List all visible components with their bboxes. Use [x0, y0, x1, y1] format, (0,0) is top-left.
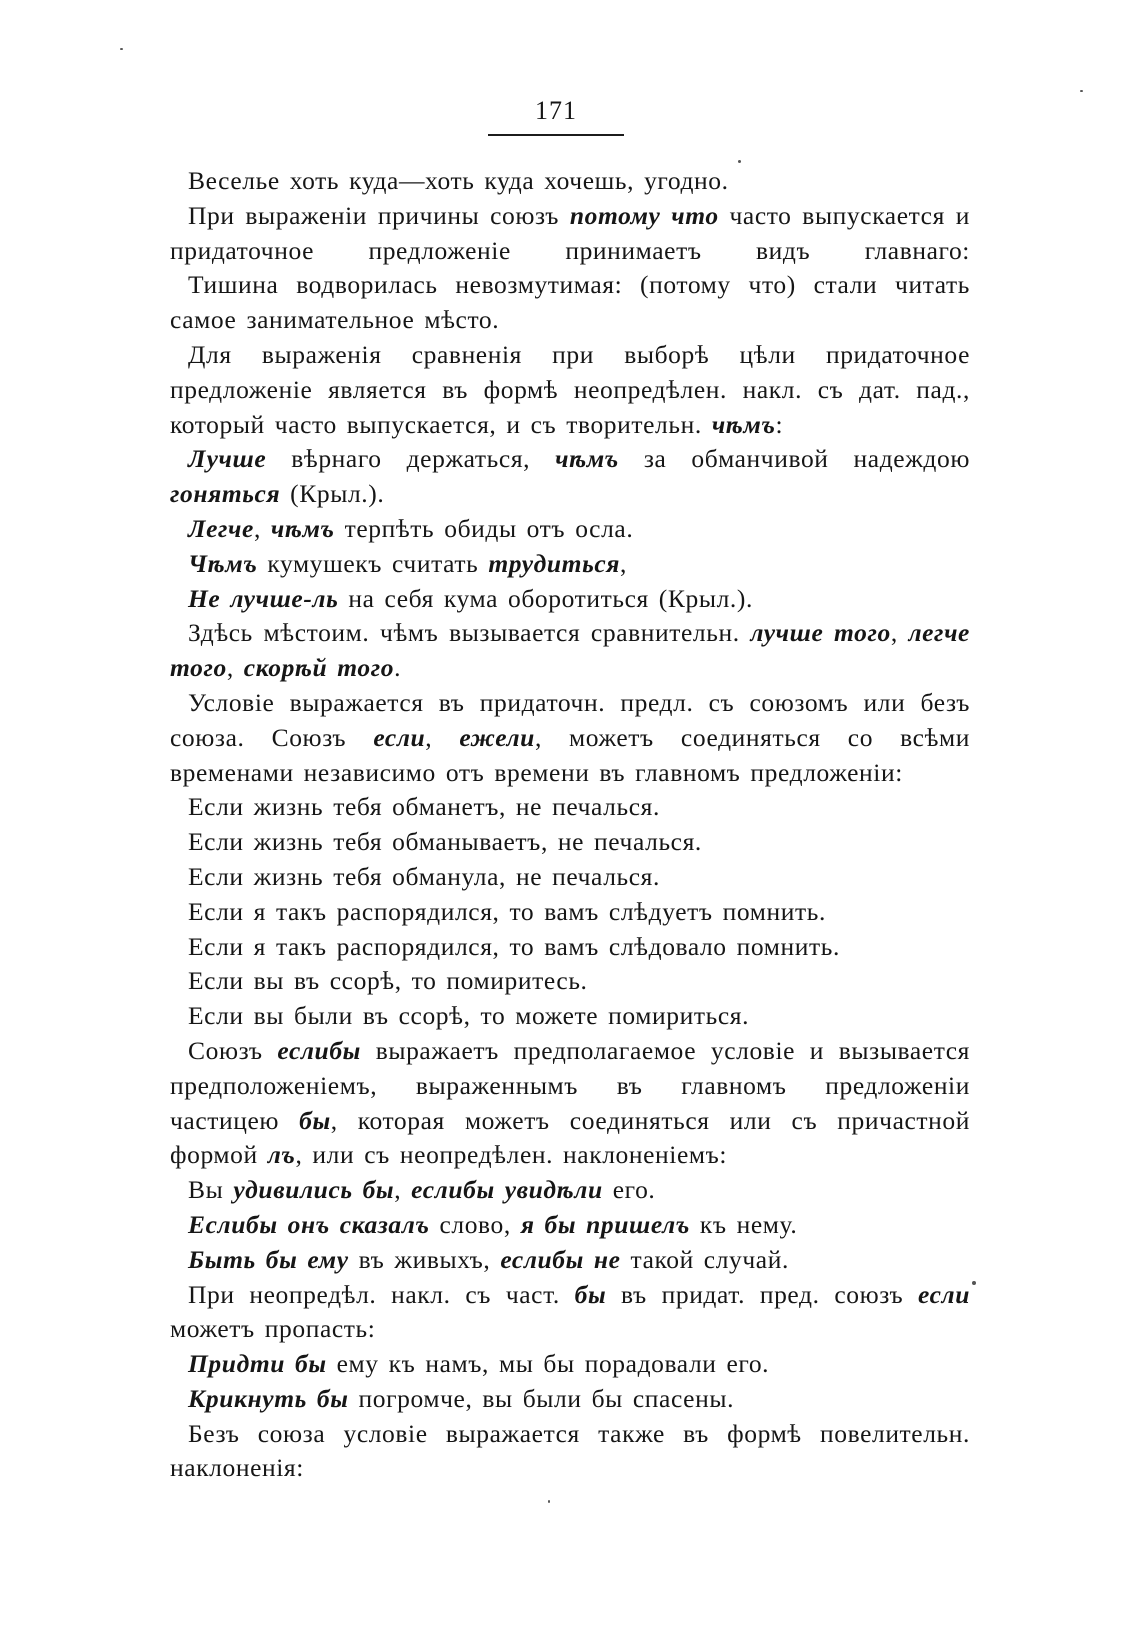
italic-run: еслибы увидѣли [411, 1175, 603, 1205]
scan-speck [120, 48, 123, 50]
example-line [170, 582, 970, 617]
text-run: , [890, 618, 909, 648]
text-run: часто выпускается и придаточное предложеніе принимаетъ видъ главнаго: [170, 200, 970, 265]
page-number-rule [488, 134, 624, 136]
italic-run: Чѣмъ [188, 548, 258, 578]
example-line [170, 964, 970, 999]
text-run: , можетъ соединяться со всѣми временами независимо отъ времени въ главномъ предложеніи: [170, 722, 970, 787]
text-run: Безъ союза условіе выражается также въ формѣ повелительн. наклоненія: [170, 1418, 970, 1483]
italic-run: Быть бы ему [188, 1244, 349, 1274]
italic-run: если [373, 722, 426, 752]
italic-run: трудиться [488, 548, 621, 578]
italic-run: Не лучше-ль [188, 583, 339, 613]
text-run: на себя кума оборотиться (Крыл.). [338, 583, 753, 613]
text-run: Если вы въ ссорѣ, то помиритесь. [188, 966, 588, 996]
italic-run: потому что [569, 200, 719, 230]
text-run: ему къ намъ, мы бы порадовали его. [326, 1349, 770, 1379]
example-line [170, 895, 970, 930]
italic-run: лъ [267, 1140, 296, 1170]
text-run: Если вы были въ ссорѣ, то можете помириться. [188, 1001, 750, 1031]
scan-speck [1080, 90, 1083, 92]
text-run: можетъ пропасть: [170, 1314, 376, 1344]
text-run: Здѣсь мѣстоим. чѣмъ вызывается сравнительн. [188, 618, 751, 648]
paragraph [170, 268, 970, 338]
text-run: , [394, 1175, 412, 1205]
paragraph [170, 1034, 970, 1173]
italic-run: Крикнуть бы [188, 1383, 349, 1413]
paragraph [170, 1417, 970, 1487]
text-run: Тишина водворилась невозмутимая: (потому что) стали читать самое занимательное мѣсто. [170, 270, 970, 335]
text-run: за обманчивой надеждою [618, 444, 970, 474]
paragraph [170, 199, 970, 269]
text-run: его. [602, 1175, 656, 1205]
text-run: , которая можетъ соединяться или съ причастной формой [170, 1105, 970, 1170]
text-run: , или съ неопредѣлен. наклоненіемъ: [295, 1140, 728, 1170]
text-run: : [775, 409, 784, 439]
text-run: Если я такъ распорядился, то вамъ слѣдовало помнить. [188, 931, 840, 961]
example-line [170, 999, 970, 1034]
italic-run: гоняться [170, 479, 281, 509]
italic-run: чѣмъ [711, 409, 776, 439]
example-line [170, 1208, 970, 1243]
paragraph [170, 338, 970, 442]
text-run: Если я такъ распорядился, то вамъ слѣдуетъ помнить. [188, 896, 826, 926]
italic-run: я бы пришелъ [520, 1209, 690, 1239]
text-run: , [226, 653, 244, 683]
italic-run: если [918, 1279, 970, 1309]
example-line [170, 547, 970, 582]
paragraph [170, 1278, 970, 1348]
italic-run: скорѣй того [243, 653, 395, 683]
example-line [170, 1173, 970, 1208]
text-run: При неопредѣл. накл. съ част. [188, 1279, 575, 1309]
italic-run: бы [299, 1105, 331, 1135]
italic-run: чѣмъ [270, 513, 335, 543]
text-run: Условіе выражается въ придаточн. предл. съ союзомъ или безъ союза. Союзъ [170, 687, 970, 752]
paragraph [170, 442, 970, 512]
body-text [170, 164, 970, 1486]
example-line [170, 1382, 970, 1417]
scan-speck [548, 1500, 550, 1503]
italic-run: удивились бы [233, 1175, 395, 1205]
text-run: Если жизнь тебя обманула, не печалься. [188, 861, 660, 891]
scan-speck [738, 160, 741, 163]
text-run: , [253, 513, 271, 543]
text-run: къ нему. [689, 1209, 798, 1239]
italic-run: ежели [459, 722, 535, 752]
example-line [170, 930, 970, 965]
text-run: , [620, 548, 627, 578]
text-run: Веселье хоть куда—хоть куда хочешь, угодно. [188, 166, 729, 195]
text-run: погромче, вы были бы спасены. [348, 1383, 735, 1413]
example-line [170, 512, 970, 547]
text-run: При выраженіи причины союзъ [188, 200, 570, 230]
page-number: 171 [535, 96, 577, 125]
text-run: выражаетъ предполагаемое условіе и вызывается предположеніемъ, выраженнымъ въ главномъ предложеніи частицею [170, 1035, 970, 1135]
text-run: въ придат. пред. союзъ [606, 1279, 919, 1309]
italic-run: еслибы не [500, 1244, 621, 1274]
text-run: кумушекъ считать [257, 548, 489, 578]
italic-run: бы [574, 1279, 607, 1309]
italic-run: легче того [170, 618, 970, 683]
example-line [170, 1243, 970, 1278]
italic-run: Придти бы [188, 1349, 327, 1379]
text-run: въ живыхъ, [348, 1244, 501, 1274]
scan-speck [972, 1281, 976, 1285]
text-run: Вы [188, 1175, 234, 1205]
text-run: Союзъ [188, 1035, 278, 1065]
paragraph [170, 164, 970, 199]
text-run: вѣрнаго держаться, [266, 444, 556, 474]
text-run: терпѣть обиды отъ осла. [334, 513, 634, 543]
italic-run: чѣмъ [555, 444, 619, 474]
example-line [170, 1347, 970, 1382]
text-run: Если жизнь тебя обманетъ, не печалься. [188, 792, 660, 822]
italic-run: лучше того [750, 618, 891, 648]
paragraph [170, 616, 970, 686]
text-run: Для выраженія сравненія при выборѣ цѣли придаточное предложеніе является въ формѣ неопредѣлен. накл. съ дат. пад., который часто выпускается, и съ творительн. [170, 339, 970, 439]
text-run: (Крыл.). [280, 479, 385, 509]
text-run: . [394, 653, 402, 683]
example-line [170, 790, 970, 825]
text-run: Если жизнь тебя обманываетъ, не печалься. [188, 827, 702, 857]
example-line [170, 860, 970, 895]
text-run: , [425, 722, 460, 752]
paragraph [170, 686, 970, 790]
italic-run: Легче [188, 513, 254, 543]
italic-run: еслибы [277, 1035, 361, 1065]
italic-run: Лучше [188, 444, 267, 474]
text-run: такой случай. [620, 1244, 789, 1274]
example-line [170, 825, 970, 860]
text-run: слово, [429, 1209, 521, 1239]
italic-run: Еслибы онъ сказалъ [188, 1209, 430, 1239]
